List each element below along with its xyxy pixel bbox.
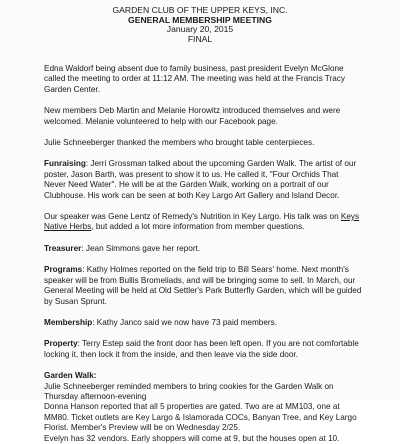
opening-paragraph: Edna Waldorf being absent due to family business, past president Evelyn McGlone called the meeting to order at 11:12 AM. The meeting was held at the Francis Tracy Garden Center.	[44, 64, 345, 94]
membership-paragraph	[44, 318, 362, 328]
programs-label: Programs	[44, 265, 83, 275]
speaker-text-before: Our speaker was Gene Lentz of Remedy's Nutrition in Key Largo. His talk was on	[44, 212, 341, 222]
document-body	[44, 64, 362, 444]
treasurer-label: Treasurer	[44, 243, 82, 253]
treasurer-text: : Jean Simmons gave her report.	[81, 243, 201, 253]
speaker-text-after: , but added a lot more information from member questions.	[91, 222, 305, 232]
garden-walk-line: Thursday afternoon-evening	[44, 391, 147, 401]
garden-walk-line: Julie Schneeberger reminded members to bring cookies for the Garden Walk on	[44, 381, 334, 391]
garden-walk-section	[44, 371, 362, 444]
programs-paragraph	[44, 265, 362, 307]
programs-text: : Kathy Holmes reported on the field trip to Bill Sears' home. Next month's speaker will be from Bullis Bromeliads, and will be bringing some to sell. In March, our General Meeting will be held at Old Settler's Park Butterfly Garden, which will be guided by Susan Sprunt.	[44, 265, 362, 306]
document-status: FINAL	[187, 33, 213, 44]
garden-walk-line: Florist. Member's Preview will be on Wednesday 2/25.	[44, 423, 241, 433]
speaker-paragraph	[44, 212, 362, 233]
membership-text: : Kathy Janco said we now have 73 paid members.	[92, 317, 278, 327]
garden-walk-line: Donna Hanson reported that all 5 properties are gated. Two are at MM103, one at	[44, 402, 340, 412]
new-members-paragraph: New members Deb Martin and Melanie Horowitz introduced themselves and were welcomed. Melanie volunteered to help with our Facebook page.	[44, 106, 341, 126]
document-header	[0, 6, 400, 44]
fundraising-text: : Jerri Grossman talked about the upcoming Garden Walk. The artist of our poster, Jason Barth, was present to show it to us. He called it, "Four Orchids That Never Need Water". He will be at the Garden Walk, working on a portrait of our Clubhouse. His work can be seen at both Key Largo Art Gallery and Island Decor.	[44, 159, 357, 200]
thanks-paragraph: Julie Schneeberger thanked the members who brought table centerpieces.	[44, 138, 315, 148]
property-text: : Terry Estep said the front door has been left open. If you are not comfortable locking it, then lock it from the inside, and then leave via the side door.	[44, 339, 359, 359]
treasurer-paragraph	[44, 244, 362, 254]
property-label: Property	[44, 339, 78, 349]
garden-walk-line: Evelyn has 32 vendors. Early shoppers will come at 9, but the houses open at 10.	[44, 433, 340, 443]
document-title: GENERAL MEMBERSHIP MEETING	[128, 14, 272, 25]
speaker-topic: Keys Native Herbs	[44, 212, 360, 232]
org-name: GARDEN CLUB OF THE UPPER KEYS, INC.	[112, 5, 288, 15]
meeting-date: January 20, 2015	[166, 24, 234, 35]
garden-walk-line: MM80. Ticket outlets are Key Largo & Islamorada COCs, Banyan Tree, and Key Largo	[44, 412, 357, 422]
property-paragraph	[44, 339, 362, 360]
fundraising-paragraph	[44, 159, 362, 201]
fundraising-label: Funraising	[44, 159, 86, 169]
garden-walk-heading: Garden Walk:	[44, 371, 97, 381]
membership-label: Membership	[44, 317, 93, 327]
